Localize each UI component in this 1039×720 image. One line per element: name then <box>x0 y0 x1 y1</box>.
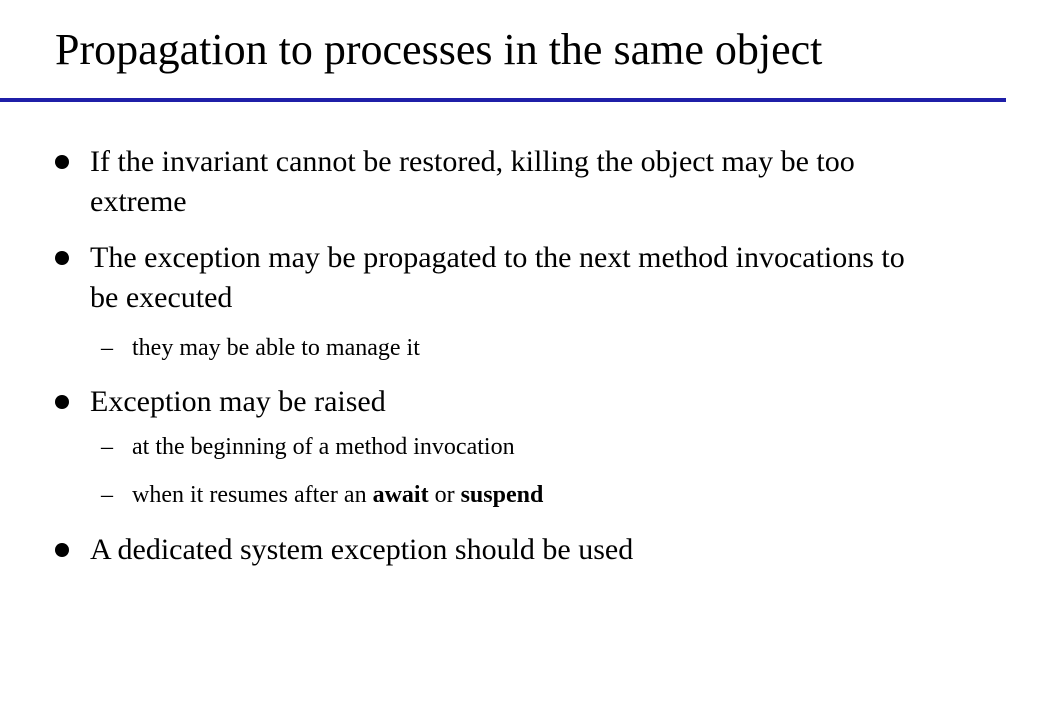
bullet-1: If the invariant cannot be restored, killing the object may be too extreme <box>90 145 855 218</box>
keyword-suspend: suspend <box>460 482 544 508</box>
sub-bullet-2-1: they may be able to manage it <box>132 335 420 361</box>
bullet-2: The exception may be propagated to the next method invocations to be executed <box>90 241 905 314</box>
bullet-3: Exception may be raised <box>90 385 386 418</box>
bullet-dot-icon <box>55 395 69 409</box>
bullet-4: A dedicated system exception should be used <box>90 533 634 566</box>
sub-bullet-dash: – <box>101 482 113 508</box>
bullet-dot-icon <box>55 155 69 169</box>
sub-bullet-3-2 <box>132 480 543 510</box>
sub-bullet-3-1: at the beginning of a method invocation <box>132 434 515 460</box>
sub-bullet-dash: – <box>101 335 113 361</box>
title-underline <box>0 98 1006 102</box>
keyword-await: await <box>372 482 429 508</box>
bullet-dot-icon <box>55 543 69 557</box>
slide-title: Propagation to processes in the same object <box>55 25 823 74</box>
sub-text-part: or <box>428 482 461 508</box>
bullet-dot-icon <box>55 251 69 265</box>
sub-bullet-dash: – <box>101 434 113 460</box>
sub-text-part: when it resumes after an <box>132 482 373 508</box>
